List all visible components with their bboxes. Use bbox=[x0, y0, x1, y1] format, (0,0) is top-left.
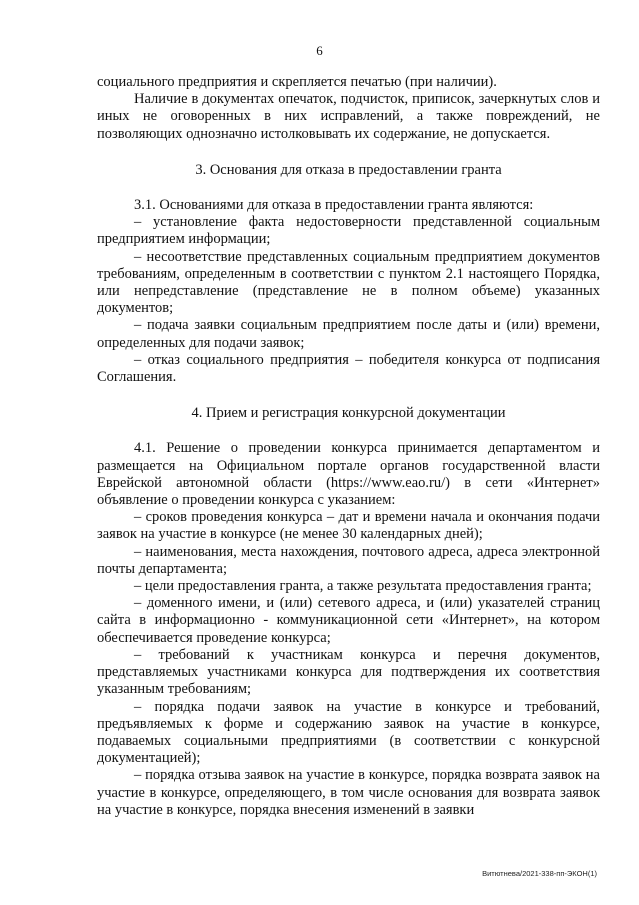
section-3-item: – подача заявки социальным предприятием после даты и (или) времени, определенных для подачи заявок; bbox=[97, 317, 600, 351]
paragraph-defects: Наличие в документах опечаток, подчисток, приписок, зачеркнутых слов и иных не оговоренных в них исправлений, а также повреждений, не позволяющих однозначно истолковывать их содержание, не допускается. bbox=[97, 91, 600, 142]
section-4-item: – порядка отзыва заявок на участие в конкурсе, порядка возврата заявок на участие в конкурсе, определяющего, в том числе основания для возврата заявок на участие в конкурсе, порядка внесения изменений в заявки bbox=[97, 767, 600, 818]
document-footer-code: Витютнева/2021-338-пп-ЭКОН(1) bbox=[482, 869, 597, 878]
section-3-item: – отказ социального предприятия – победителя конкурса от подписания Соглашения. bbox=[97, 351, 600, 386]
document-body bbox=[97, 74, 600, 819]
section-3-item: 3.1. Основаниями для отказа в предоставлении гранта являются: bbox=[134, 197, 534, 214]
section-4-item: – сроков проведения конкурса – дат и времени начала и окончания подачи заявок на участие в конкурсе (не менее 30 календарных дней); bbox=[97, 509, 600, 543]
section-4-item: – требований к участникам конкурса и перечня документов, представляемых участниками конкурса для подтверждения их соответствия указанным требованиям; bbox=[97, 646, 600, 698]
section-3-item: – установление факта недостоверности представленной социальным предприятием информации; bbox=[97, 214, 600, 248]
section-4-item: – цели предоставления гранта, а также результата предоставления гранта; bbox=[134, 578, 592, 595]
section-4-heading: 4. Прием и регистрация конкурсной документации bbox=[191, 405, 506, 422]
section-4-item: – доменного имени, и (или) сетевого адреса, и (или) указателей страниц сайта в информационно - коммуникационной сети «Интернет», на котором обеспечивается проведение конкурса; bbox=[97, 595, 600, 646]
section-4-item: – наименования, места нахождения, почтового адреса, адреса электронной почты департамента; bbox=[97, 543, 600, 577]
paragraph-continuation: социального предприятия и скрепляется печатью (при наличии). bbox=[97, 74, 497, 90]
section-4-item: – порядка подачи заявок на участие в конкурсе и требований, предъявляемых к форме и содержанию заявок на участие в конкурсе, подаваемых социальными предприятиями (в соответствии с конкурсной документацией); bbox=[97, 698, 600, 767]
section-3-item: – несоответствие представленных социальным предприятием документов требованиям, определенным в соответствии с пунктом 2.1 настоящего Порядка, или непредставление (представление не в полном объеме) указанных документов; bbox=[97, 248, 600, 317]
section-3-heading: 3. Основания для отказа в предоставлении гранта bbox=[195, 161, 502, 178]
section-4-item: 4.1. Решение о проведении конкурса принимается департаментом и размещается на Официальном портале органов государственной власти Еврейской автономной области (https://www.eao.ru/) в сети «Интернет» объявление о проведении конкурса с указанием: bbox=[97, 440, 600, 509]
page-number: 6 bbox=[316, 43, 323, 58]
